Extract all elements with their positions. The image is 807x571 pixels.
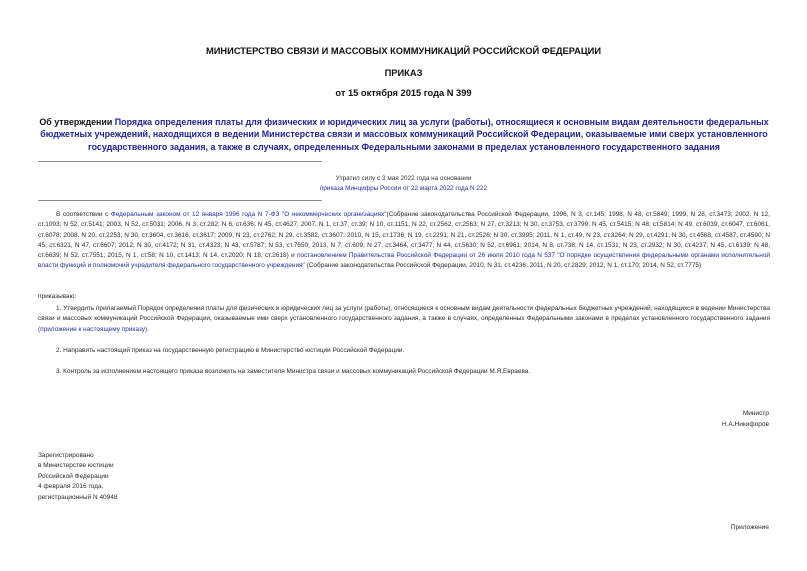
order-date-number: от 15 октября 2015 года N 399 [335,88,472,98]
divider-top [38,161,322,162]
preamble-paragraph [38,210,770,272]
title-prefix: Об утверждении [39,117,115,127]
item-1-end: . [147,325,149,333]
item-3: 3. Контроль за исполнением настоящего приказа возложить на заместителя Министра связи и массовых коммуникаций Российской Федерации М.Я.Евраева. [56,368,531,375]
preamble-sources: (Собрание законодательства Российской Федерации, 1996, N 3, ст.145; 1998, N 48, ст.5849; 1999, N 28, ст.3473; 2002, N 12, ст.1093; N 52, ст.5141; 2003, N 52, ст.5031; 2006, N 3, ст.282; N 6, ст.636; N 45, ст.4627; 2007, N 1, ст.37, ст.39; N 10, ст.1151, N 22, ст.2562, ст.2563; N 27, ст.3213; N 30, ст.3753, ст.3799; N 45, ст.5415; N 48, ст.5814; N 49, ст.6039, ст.6047, ст.6061, ст.6078; 2008, N 20, ст.2253; N 30, ст.3604, ст.3616, ст.3617; 2009, N 23, ст.2762; N 29, ст.3582, ст.3607; 2010, N 15, ст.1736; N 19, ст.2291; N 21, ст.2526; N 30, ст.3995; 2011, N 1, ст.49, N 23, ст.3264; N 29, ст.4291; N 30, ст.4568, ст.4587, ст.4590; N 45, ст.6321, N 47, ст.6607; 2012, N 30, ст.4172; N 31, ст.4323; N 43, ст.5787; N 53, ст.7650; 2013, N 7, ст.609; N 27, ст.3464, ст.3477; N 44, ст.5630; N 52, ст.6961; 2014, N 8, ст.738; N 14, ст.1531; N 23, ст.2932; N 30, ст.4237; N 45, ст.6139; N 48, ст.6639; N 52, ст.7551; 2015, N 1, ст.58; N 10, ст.1413; N 14, ст.2020; N 18, ст.2618) и [38,211,770,260]
signature-name: Н.А.Никифоров [721,420,769,428]
document-title [38,116,770,153]
ministry-heading: МИНИСТЕРСТВО СВЯЗИ И МАССОВЫХ КОММУНИКАЦИЙ РОССИЙСКОЙ ФЕДЕРАЦИИ [206,46,601,56]
government-decree-link[interactable]: постановлением Правительства Российской Федерации от 26 июля 2010 года N 537 "О порядке осуществления федеральными органами исполнительной власти функций и полномочий учредителя федерального государственного учреждения" [38,252,770,270]
decree-sources: (Собрание законодательства Российской Федерации, 2010, N 31, ст.4236; 2011, N 20, ст.2829; 2012, N 1, ст.170; 2014, N 52, ст.7775) [304,262,702,270]
divider-bottom [38,200,322,201]
procedure-title-link[interactable]: Порядка определения платы для физических и юридических лиц за услуги (работы), относящиеся к основным видам деятельности федеральных бюджетных учреждений, находящихся в ведении Министерства связи и массовых коммуникаций Российской Федерации, оказываемые ими сверх установленного государственного задания, а также в случаях, определенных Федеральными законами в пределах установленного государственного задания [40,117,769,152]
registration-line-5: регистрационный N 40948 [38,493,118,501]
item-1-text: 1. Утвердить прилагаемый Порядок определения платы для физических и юридических лиц за услуги (работы), относящиеся к основным видам деятельности федеральных бюджетных учреждений, находящихся в ведении Министерства связи и массовых коммуникаций Российской Федерации, оказываемые ими сверх установленного государственного задания, а также в случаях, определенных Федеральными законами в пределах установленного государственного задания [38,305,770,323]
registration-line-3: Российской Федерации [38,472,109,480]
order-word: приказываю: [38,293,77,300]
appendix-label: Приложение [730,524,769,531]
document-type-heading: ПРИКАЗ [384,68,423,78]
item-2: 2. Направить настоящий приказ на государственную регистрацию в Министерство юстиции Российской Федерации. [56,347,405,354]
preamble-lead: В соответствии с [56,211,111,218]
registration-line-2: в Министерстве юстиции [38,462,114,470]
appendix-link[interactable]: (приложение к настоящему приказу) [38,325,148,333]
registration-line-1: Зарегистрировано [38,452,94,459]
signature-position: Министр [742,410,769,417]
nonprofit-law-link[interactable]: Федеральным законом от 12 января 1996 года N 7-ФЗ "О некоммерческих организациях" [110,211,387,218]
signature-block [722,409,769,430]
registration-block [38,451,118,503]
lost-force-basis-link[interactable]: приказа Минцифры России от 22 марта 2022 года N 222 [319,185,488,192]
lost-force-basis-wrap [0,185,807,192]
lost-force-notice: Утратил силу с 3 мая 2022 года на основании [335,175,472,182]
registration-line-4: 4 февраля 2016 года, [38,483,104,491]
item-1 [38,304,770,335]
